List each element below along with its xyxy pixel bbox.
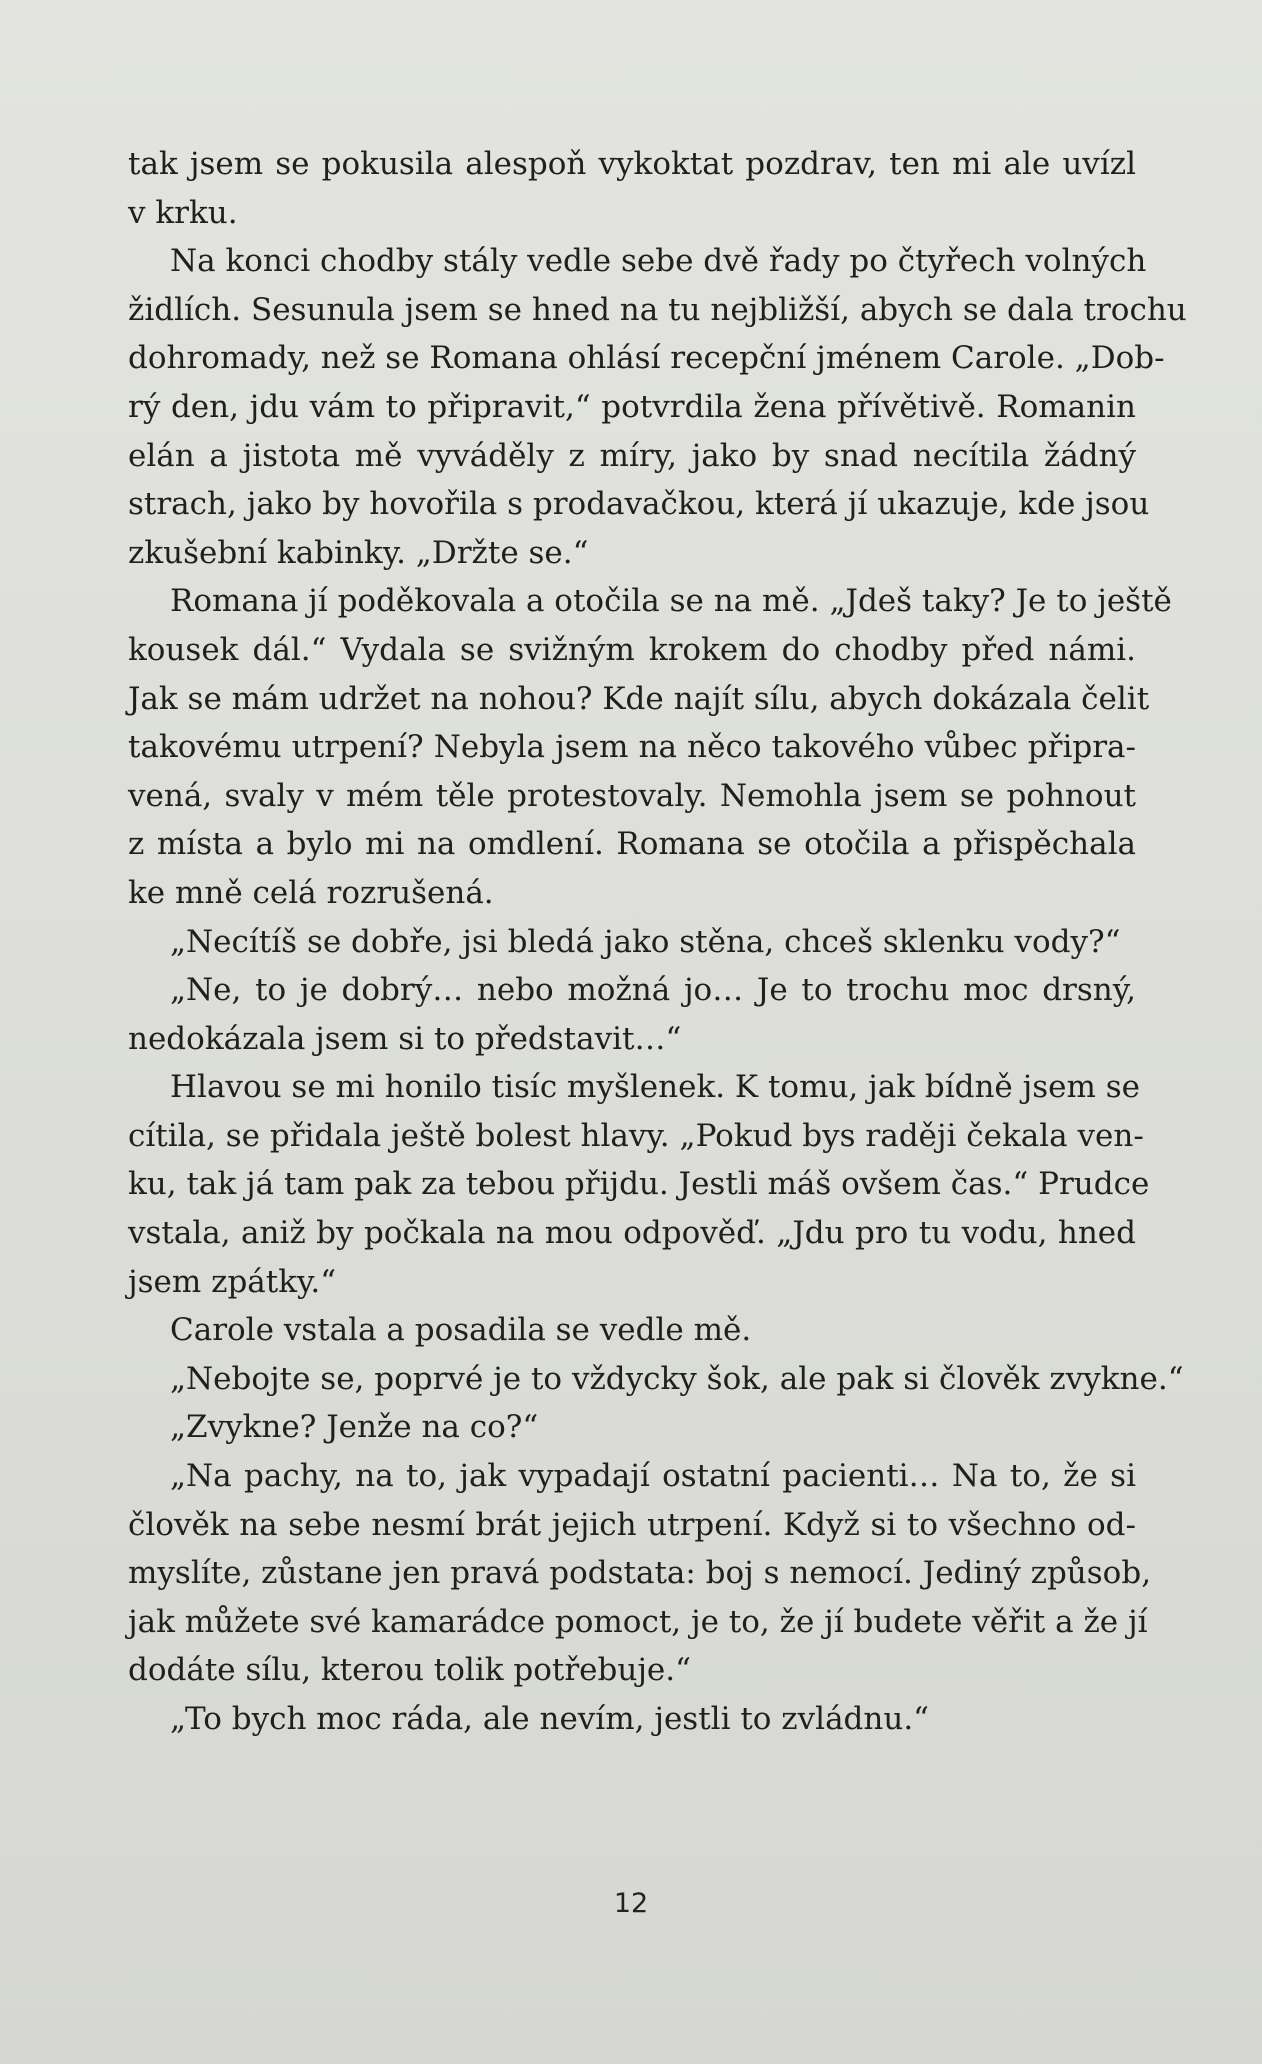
text-line: „Nebojte se, poprvé je to vždycky šok, ale pak si člověk zvykne.“	[170, 1360, 1184, 1397]
paragraph	[128, 1355, 1184, 1404]
text-line: Hlavou se mi honilo tisíc myšlenek. K tomu, jak bídně jsem se	[170, 1069, 1141, 1106]
paragraph	[128, 1403, 1136, 1452]
text-line: elán a jistota mě vyváděly z míry, jako by snad necítila žádný	[128, 437, 1136, 474]
text-line: „Necítíš se dobře, jsi bledá jako stěna, chceš sklenku vody?“	[170, 923, 1121, 960]
text-line: Na konci chodby stály vedle sebe dvě řady po čtyřech volných	[170, 243, 1147, 280]
text-line: tak jsem se pokusila alespoň vykoktat pozdrav, ten mi ale uvízl	[128, 146, 1136, 182]
text-line: nedokázala jsem si to představit…“	[128, 1020, 682, 1057]
text-line: z místa a bylo mi na omdlení. Romana se otočila a přispěchala	[128, 826, 1136, 863]
text-line: v krku.	[128, 194, 238, 231]
text-line: ku, tak já tam pak za tebou přijdu. Jestli máš ovšem čas.“ Prudce	[128, 1166, 1150, 1203]
text-line: dohromady, než se Romana ohlásí recepční jménem Carole. „Dob-	[128, 340, 1165, 377]
text-line: „Na pachy, na to, jak vypadají ostatní pacienti… Na to, že si	[170, 1458, 1136, 1495]
text-line: zkušební kabinky. „Držte se.“	[128, 534, 589, 571]
text-line: jsem zpátky.“	[128, 1263, 337, 1300]
text-line: Jak se mám udržet na nohou? Kde najít sílu, abych dokázala čelit	[128, 680, 1150, 717]
text-line: vstala, aniž by počkala na mou odpověď. „Jdu pro tu vodu, hned	[128, 1215, 1136, 1252]
text-line: židlích. Sesunula jsem se hned na tu nejbližší, abych se dala trochu	[128, 291, 1187, 328]
paragraph	[128, 1063, 1150, 1306]
text-line: dodáte sílu, kterou tolik potřebuje.“	[128, 1652, 691, 1689]
text-line: takovému utrpení? Nebyla jsem na něco takového vůbec připra-	[128, 729, 1136, 766]
text-line: cítila, se přidala ještě bolest hlavy. „Pokud bys raději čekala ven-	[128, 1117, 1144, 1154]
paragraph	[128, 1306, 1136, 1355]
text-line: Romana jí poděkovala a otočila se na mě. „Jdeš taky? Je to ještě	[170, 583, 1172, 620]
text-line: Carole vstala a posadila se vedle mě.	[170, 1312, 752, 1349]
page-number: 12	[613, 1888, 649, 1919]
paragraph	[128, 577, 1172, 917]
text-line: „Zvykne? Jenže na co?“	[170, 1409, 539, 1446]
text-line: vená, svaly v mém těle protestovaly. Nemohla jsem se pohnout	[128, 777, 1136, 814]
text-line: strach, jako by hovořila s prodavačkou, která jí ukazuje, kde jsou	[128, 486, 1150, 523]
paragraph	[128, 237, 1187, 577]
body-text	[128, 140, 1187, 1744]
text-line: kousek dál.“ Vydala se svižným krokem do chodby před námi.	[128, 631, 1136, 668]
paragraph	[128, 140, 1136, 237]
text-line: člověk na sebe nesmí brát jejich utrpení. Když si to všechno od-	[128, 1506, 1136, 1543]
text-line: „To bych moc ráda, ale nevím, jestli to zvládnu.“	[170, 1701, 930, 1737]
paragraph	[128, 918, 1136, 967]
text-line: jak můžete své kamarádce pomoct, je to, že jí budete věřit a že jí	[128, 1603, 1148, 1640]
paragraph	[128, 1695, 1136, 1744]
text-line: myslíte, zůstane jen pravá podstata: boj s nemocí. Jediný způsob,	[128, 1555, 1152, 1592]
text-line: ke mně celá rozrušená.	[128, 874, 494, 911]
text-line: rý den, jdu vám to připravit,“ potvrdila žena přívětivě. Romanin	[128, 388, 1136, 425]
paragraph	[128, 1452, 1152, 1695]
text-line: „Ne, to je dobrý… nebo možná jo… Je to trochu moc drsný,	[170, 972, 1136, 1009]
paragraph	[128, 966, 1136, 1063]
